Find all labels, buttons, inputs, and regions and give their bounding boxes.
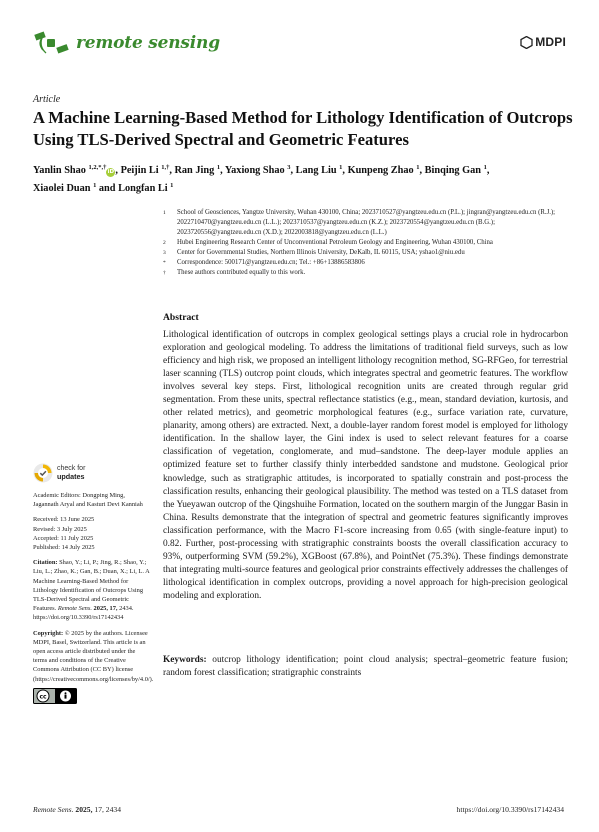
cc-label: cc — [39, 693, 47, 701]
check-updates-line1: check for — [57, 465, 86, 472]
article-title: A Machine Learning-Based Method for Lithology Identification of Outcrops Using TLS-Derived Spectral and Geometric Features — [33, 108, 573, 149]
check-for-updates-badge[interactable] — [33, 463, 85, 483]
journal-name: remote sensing — [76, 33, 220, 53]
keywords-label: Keywords: — [163, 655, 207, 665]
copyright-label: Copyright: — [33, 629, 64, 637]
orcid-icon[interactable]: iD — [107, 169, 115, 175]
copyright-text: © 2025 by the authors. Licensee MDPI, Basel, Switzerland. This article is an open access article distributed under the terms and conditions of the Creative Commons Attribution (CC BY) license (https://creativecommons.org/licenses/by/4.0/). — [33, 629, 154, 683]
affiliations — [163, 208, 568, 278]
author[interactable]: Lang Liu $^1$ — [295, 164, 343, 176]
correspondence: * Correspondence: 500171@yangtzeu.edu.cn; Tel.: +86+13886583806 — [163, 259, 365, 266]
cc-by-icon — [33, 688, 77, 704]
author[interactable]: Ran Jing $^1$ — [174, 164, 221, 176]
footer-citation — [33, 805, 121, 814]
published-date: Published: 14 July 2025 — [33, 544, 95, 552]
footer-doi-link[interactable]: https://doi.org/10.3390/rs17142434 — [456, 805, 564, 814]
author[interactable]: Yaxiong Shao $^3$ — [224, 164, 291, 176]
abstract-heading: Abstract — [163, 312, 199, 323]
publisher-name: MDPI — [535, 35, 566, 49]
affiliation-item: 2 Hubei Engineering Research Center of Unconventional Petroleum Geology and Engineering, Wuhan 430100, China — [163, 239, 493, 246]
equal-contribution-note: † These authors contributed equally to this work. — [163, 269, 306, 276]
mdpi-icon — [520, 36, 533, 49]
cc-by-license-badge[interactable] — [33, 688, 77, 707]
author[interactable]: Yanlin Shao $^{1,2,*,\dagger}$ — [33, 164, 107, 176]
accepted-date: Accepted: 11 July 2025 — [33, 534, 94, 542]
citation-year: 2025, 17, — [93, 605, 118, 613]
author[interactable]: Peijin Li $^{1,\dagger}$ — [120, 164, 170, 176]
article-sidebar — [33, 491, 154, 713]
affiliation-item: 1 School of Geosciences, Yangtze University, Wuhan 430100, China; 2023710527@yangtzeu.edu.cn (P.L.); jingran@yangtzeu.edu.cn (R.J.); 2022710470@yangtzeu.edu.cn (L.L.); 2023710537@yangtzeu.edu.cn (K.Z.); 2023720554@yangtzeu.edu.cn (B.G.); 2023720556@yangtzeu.edu.cn (X.D.); 2022003818@yangtzeu.edu.cn (L.L.) — [163, 209, 556, 236]
received-date: Received: 13 June 2025 — [33, 516, 95, 524]
citation-doi[interactable]: 2434. https://doi.org/10.3390/rs17142434 — [33, 605, 134, 622]
journal-logo[interactable] — [34, 30, 220, 56]
author[interactable]: Xiaolei Duan $^1$ — [33, 182, 97, 194]
article-type: Article — [33, 94, 61, 105]
keywords-text: outcrop lithology identification; point cloud analysis; spectral–geometric feature fusion; random forest classification; stratigraphic constraints — [163, 655, 568, 678]
citation-text: Shao, Y.; Li, P.; Jing, R.; Shao, Y.; Liu, L.; Zhao, K.; Gan, B.; Duan, X.; Li, L. A Machine Learning-Based Method for Lithology Identification of Outcrops Using TLS-Derived Spectral and Geometric Features. — [33, 559, 150, 613]
keywords — [163, 654, 568, 680]
satellite-icon — [34, 30, 70, 56]
check-updates-line2: updates — [57, 471, 85, 481]
revised-date: Revised: 3 July 2025 — [33, 525, 87, 533]
citation — [33, 558, 151, 622]
author[interactable]: Longfan Li $^1$ — [118, 182, 174, 194]
author[interactable]: Kunpeng Zhao $^1$ — [347, 164, 420, 176]
footer-year: 2025, — [75, 805, 93, 814]
copyright — [33, 629, 154, 707]
publisher-logo[interactable] — [520, 35, 566, 49]
academic-editors: Academic Editors: Dongping Ming, Jagannath Aryal and Kasturi Devi Kanniah — [33, 492, 143, 509]
affiliation-item: 3 Center for Governmental Studies, Northern Illinois University, DeKalb, IL 60115, USA; yshao1@niu.edu — [163, 249, 465, 256]
citation-journal: Remote Sens. — [57, 605, 92, 613]
footer-journal: Remote Sens. — [33, 805, 74, 814]
footer-vol-page: 17, 2434 — [94, 805, 121, 814]
article-dates — [33, 515, 151, 552]
author-list: Yanlin Shao $^{1,2,*,\dagger}$iD, Peijin Li $^{1,\dagger}$, Ran Jing $^1$, Yaxiong Shao $^3$, Lang Liu $^1$, Kunpeng Zhao $^1$, Binqing Gan $^1$, Xiaolei Duan $^1$ and Longfan Li $^1$ — [33, 164, 490, 194]
abstract-text: Lithological identification of outcrops in complex geological settings plays a crucial role in hydrocarbon exploration and geological modeling. To address the limitations of traditional field surveys, such as low efficiency and high risk, we proposed an intelligent lithology recognition method, SG-RFGeo, for terrestrial laser scanning (TLS) outcrop point clouds, which integrates spectral and geometric features. The workflow involves several key steps. First, lithological recognition units are created through regular grid segmentation. From these units, spectral reflectance statistics (e.g., mean, standard deviation, kurtosis, and other related metrics), and geometric morphological features (e.g., surface variation rate, curvature, planarity, among others) are extracted. Next, a double-layer random forest model is employed for lithology identification. In the shallow layer, the Gini index is used to select relevant features for a coarse classification of vegetation, conglomerate, and mud–sandstone. The deep-layer module applies an optimized feature set to further classify thinly interbedded sandstone and mudstone. Geological prior knowledge, such as stratigraphic attitudes, is incorporated to spatially constrain and post-process the classification results, enhancing their geological plausibility. The method was tested on a TLS dataset from the Yueyawan outcrop of the Qingshuihe Formation, located on the southern margin of the Junggar Basin in China. Results demonstrate that the integration of spectral and geometric features significantly improves classification performance, with the Macro F1-score increasing from 0.65 (with single-feature input) to 0.82. Further, post-processing with stratigraphic constraints boosts the overall classification accuracy to 93%, outperforming SVM (59.2%), XGBoost (67.8%), and PointNet (75.3%). These findings demonstrate that integrating multi-source features and geological prior constraints effectively addresses the challenges of lithological identification in complex outcrops, providing a novel approach for high-precision geological modeling and exploration. — [163, 330, 568, 601]
author[interactable]: Binqing Gan $^1$ — [424, 164, 487, 176]
check-updates-icon — [33, 463, 53, 483]
citation-label: Citation: — [33, 559, 58, 567]
